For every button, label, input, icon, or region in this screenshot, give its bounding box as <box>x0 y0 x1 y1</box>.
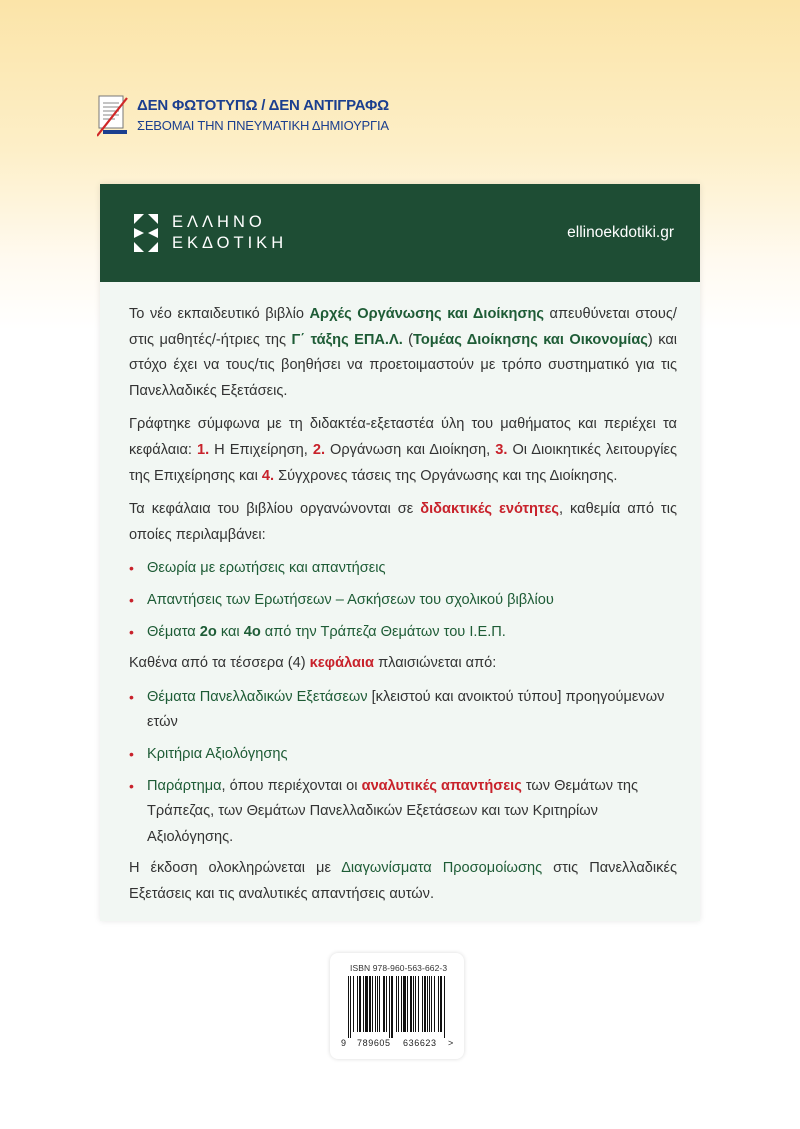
isbn-arrow: > <box>448 1038 454 1048</box>
paragraph-closing: Η έκδοση ολοκληρώνεται με Διαγωνίσματα Προσομοίωσης στις Πανελλαδικές Εξετάσεις και τις αναλυτικές απαντήσεις αυτών. <box>129 860 677 902</box>
publisher-logo <box>132 212 287 254</box>
list-item: • Απαντήσεις των Ερωτήσεων – Ασκήσεων του σχολικού βιβλίου <box>129 588 677 614</box>
isbn-digits-right: 636623 <box>403 1038 437 1048</box>
paragraph-chapters: Γράφτηκε σύμφωνα με τη διδακτέα-εξεταστέα ύλη του μαθήματος και περιέχει τα κεφάλαια: 1. Η Επιχείρηση, 2. Οργάνωση και Διοίκηση, 3. Οι Διοικητικές λειτουργίες της Επιχείρησης και 4. Σύγχρονες τάσεις της Οργάνωσης και της Διοίκησης. <box>129 416 677 484</box>
list-item: • Θέματα 2ο και 4ο από την Τράπεζα Θεμάτων του Ι.Ε.Π. <box>129 620 677 646</box>
description-card <box>100 184 700 921</box>
list-item: • Θεωρία με ερωτήσεις και απαντήσεις <box>129 556 677 582</box>
logo-line-1: ΕΛΛΗΝΟ <box>172 213 266 231</box>
list-item: • Κριτήρια Αξιολόγησης <box>129 742 677 768</box>
units-list <box>129 556 677 645</box>
isbn-label: ISBN 978-960-563-662-3 <box>350 963 448 973</box>
logo-line-2: ΕΚΔΟΤΙΚΗ <box>172 234 288 252</box>
copyright-notice <box>97 92 389 140</box>
no-photocopy-icon <box>97 94 129 138</box>
isbn-digits-left: 789605 <box>357 1038 391 1048</box>
ellinoekdotiki-logo-icon <box>132 212 160 254</box>
website-link[interactable]: ellinoekdotiki.gr <box>567 224 674 241</box>
isbn-barcode-box <box>330 953 464 1059</box>
paragraph-frame: Καθένα από τα τέσσερα (4) κεφάλαια πλαισιώνεται από: <box>129 655 497 672</box>
frame-list <box>129 685 677 851</box>
notice-subtitle: ΣΕΒΟΜΑΙ ΤΗΝ ΠΝΕΥΜΑΤΙΚΗ ΔΗΜΙΟΥΡΓΙΑ <box>137 118 389 133</box>
list-item: • Παράρτημα, όπου περιέχονται οι αναλυτικές απαντήσεις των Θεμάτων της Τράπεζας, των Θεμάτων Πανελλαδικών Εξετάσεων και των Κριτηρίων Αξιολόγησης. <box>129 774 677 851</box>
isbn-digit-first: 9 <box>341 1038 347 1048</box>
barcode-icon <box>348 976 446 1038</box>
paragraph-units: Τα κεφάλαια του βιβλίου οργανώνονται σε διδακτικές ενότητες, καθεμία από τις οποίες περιλαμβάνει: <box>129 501 677 543</box>
notice-title: ΔΕΝ ΦΩΤΟΤΥΠΩ / ΔΕΝ ΑΝΤΙΓΡΑΦΩ <box>137 97 389 114</box>
list-item: • Θέματα Πανελλαδικών Εξετάσεων [κλειστού και ανοικτού τύπου] προηγούμενων ετών <box>129 685 677 736</box>
paragraph-intro: Το νέο εκπαιδευτικό βιβλίο Αρχές Οργάνωσης και Διοίκησης απευθύνεται στους/στις μαθητές/-ήτριες της Γ΄ τάξης ΕΠΑ.Λ. (Τομέας Διοίκησης και Οικονομίας) και στόχο έχει να τους/τις βοηθήσει να προετοιμαστούν με τρόπο συστηματικό για τις Πανελλαδικές Εξετάσεις. <box>129 306 677 399</box>
description-body <box>100 282 700 907</box>
publisher-header <box>100 184 700 282</box>
